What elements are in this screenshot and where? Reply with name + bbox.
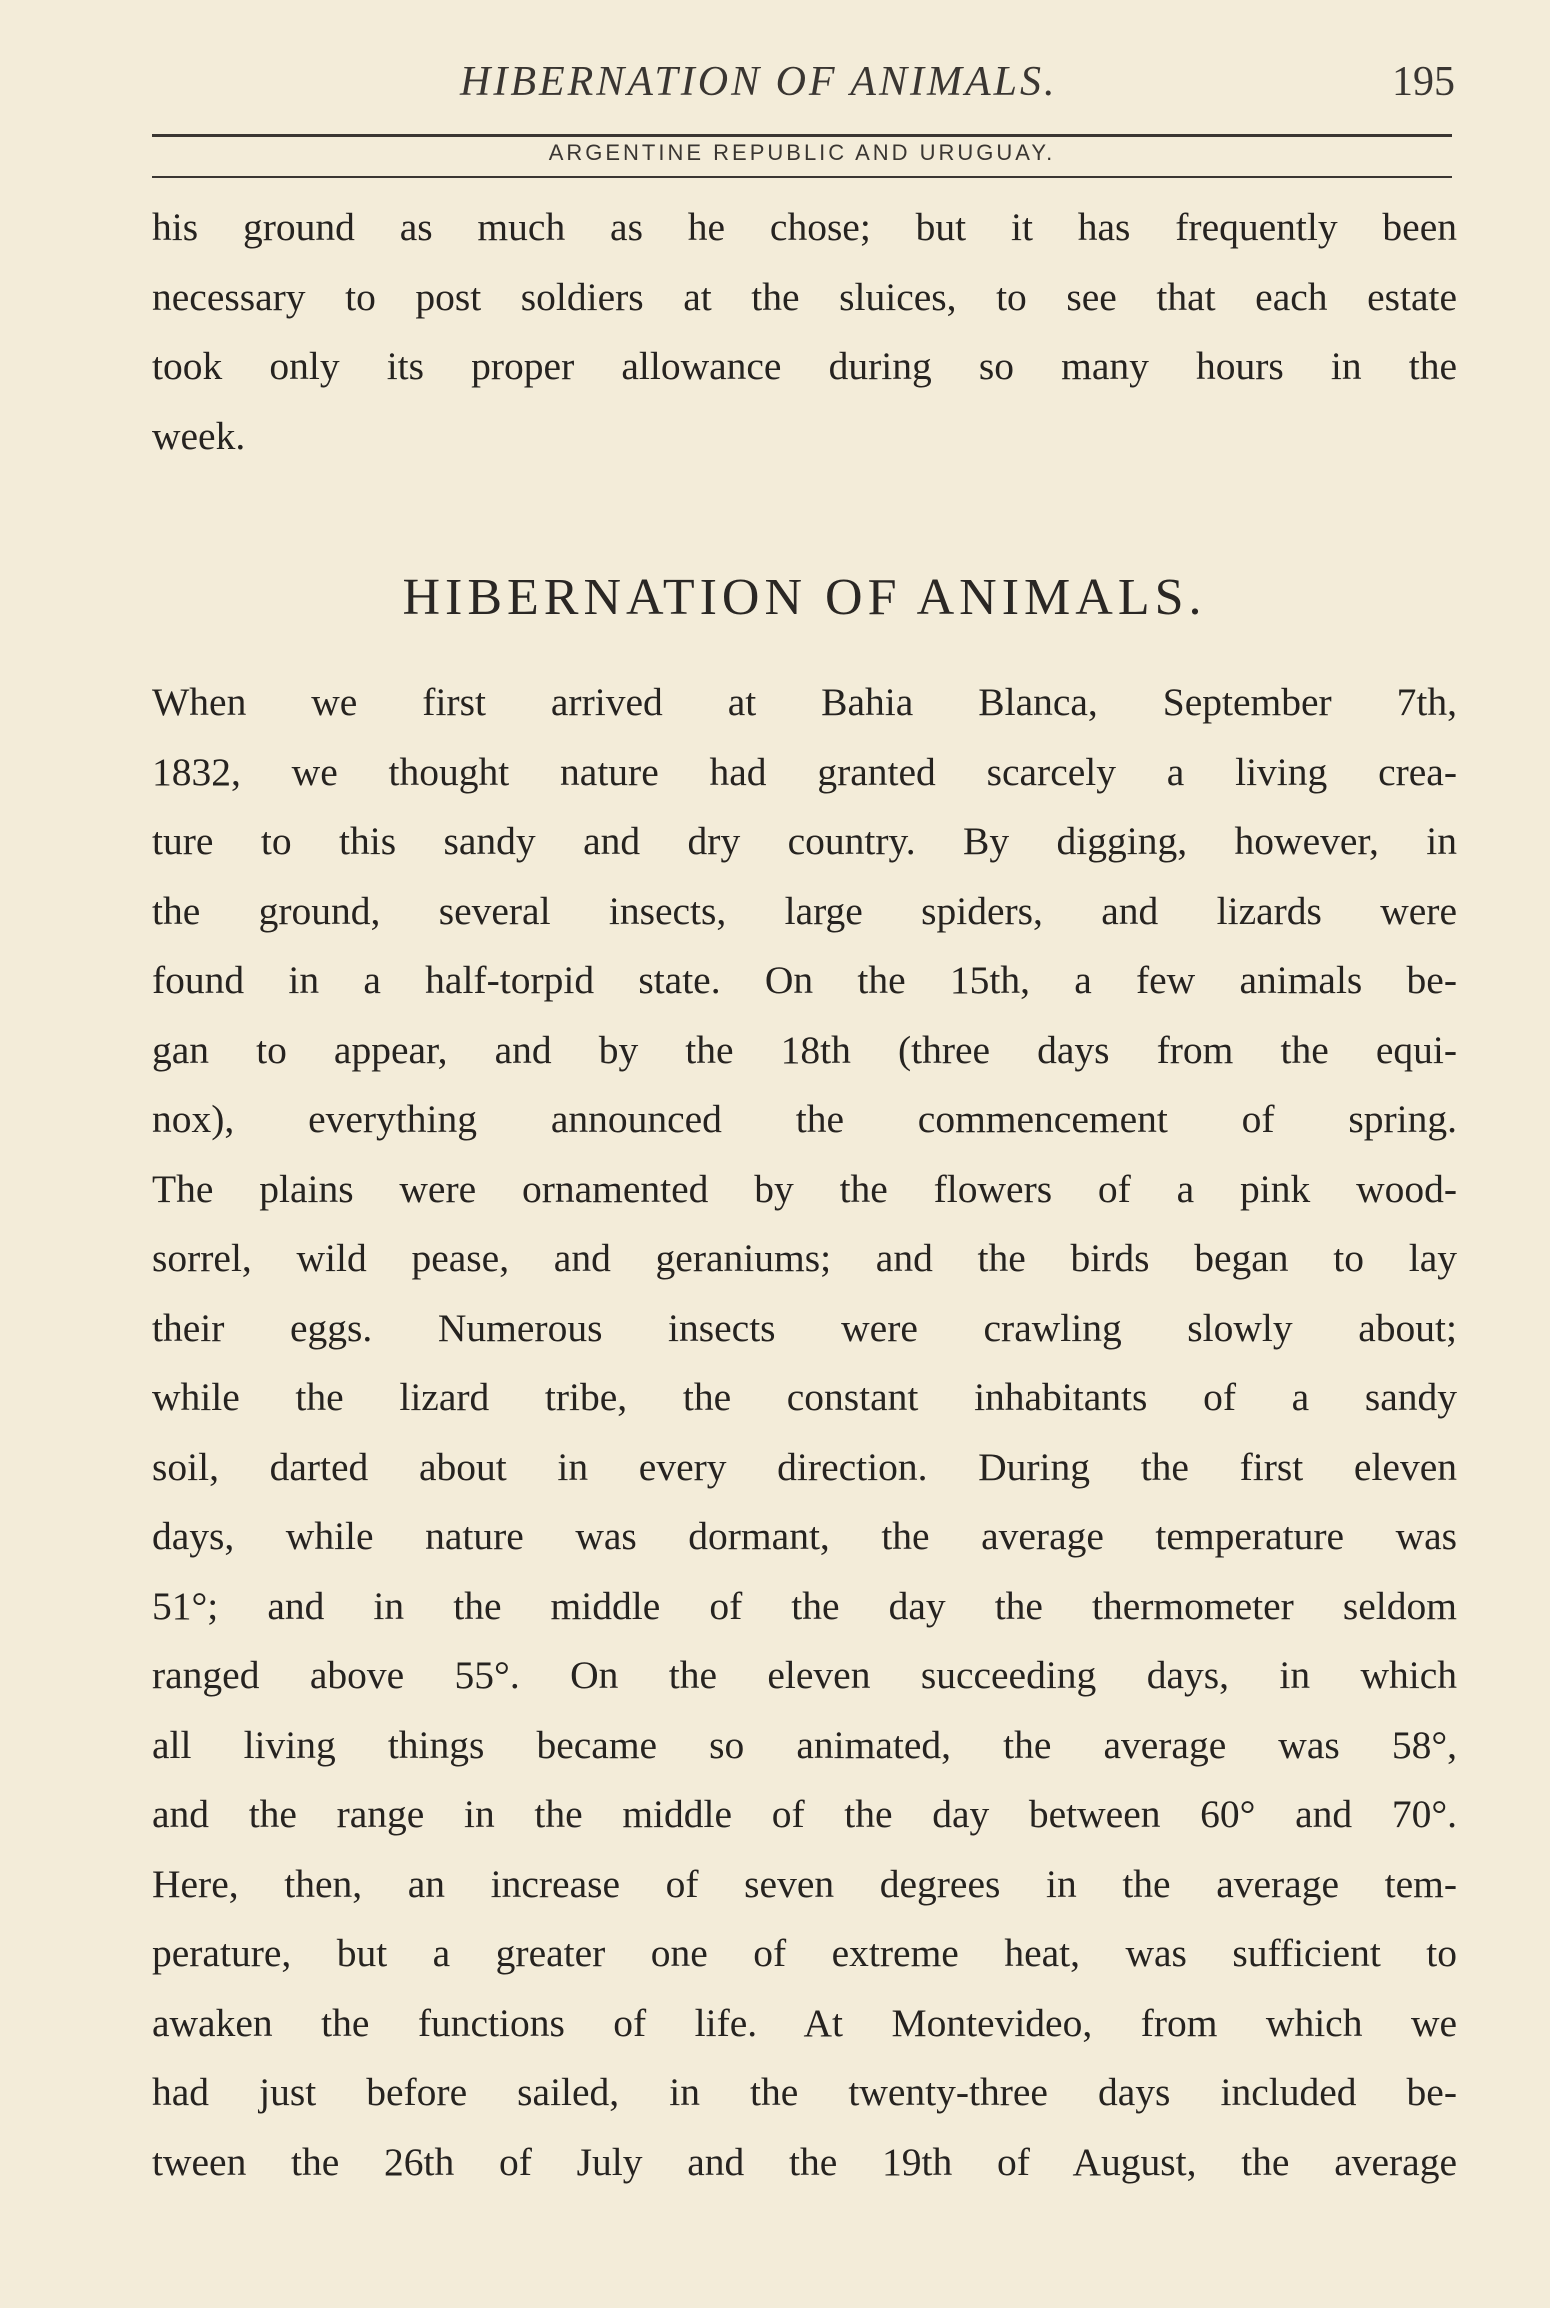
chapter-subheading: ARGENTINE REPUBLIC AND URUGUAY. <box>548 140 1056 165</box>
text-line: nox), everything announced the commencement of spring. <box>152 1097 1457 1141</box>
text-line: perature, but a greater one of extreme heat, was sufficient to <box>152 1931 1457 1975</box>
text-line: days, while nature was dormant, the average temperature was <box>152 1514 1457 1558</box>
text-line: the ground, several insects, large spiders, and lizards were <box>152 888 1457 933</box>
section-heading: HIBERNATION OF ANIMALS. <box>402 569 1207 626</box>
header-rule-bottom <box>152 176 1452 178</box>
section-paragraph <box>152 668 1457 2197</box>
text-line: while the lizard tribe, the constant inhabitants of a sandy <box>152 1375 1457 1419</box>
continuation-paragraph <box>152 193 1457 471</box>
page-number: 195 <box>1392 59 1455 105</box>
text-line: The plains were ornamented by the flowers of a pink wood- <box>152 1166 1457 1211</box>
text-line: took only its proper allowance during so many hours in the <box>152 344 1457 388</box>
text-line: When we first arrived at Bahia Blanca, September 7th, <box>152 680 1457 724</box>
text-line: had just before sailed, in the twenty-three days included be- <box>152 2070 1457 2114</box>
text-line: all living things became so animated, the average was 58°, <box>152 1722 1457 1767</box>
text-line: necessary to post soldiers at the sluices, to see that each estate <box>152 274 1457 319</box>
text-line: their eggs. Numerous insects were crawling slowly about; <box>152 1305 1457 1350</box>
text-line: week. <box>152 413 246 458</box>
running-title: HIBERNATION OF ANIMALS. <box>460 59 1058 105</box>
text-line: ranged above 55°. On the eleven succeeding days, in which <box>152 1653 1457 1697</box>
text-line: gan to appear, and by the 18th (three days from the equi- <box>152 1027 1457 1072</box>
text-line: 51°; and in the middle of the day the thermometer seldom <box>152 1583 1457 1628</box>
text-line: found in a half-torpid state. On the 15th, a few animals be- <box>152 958 1457 1002</box>
text-line: soil, darted about in every direction. During the first eleven <box>152 1444 1457 1489</box>
text-line: tween the 26th of July and the 19th of August, the average <box>152 2139 1457 2184</box>
text-line: sorrel, wild pease, and geraniums; and the birds began to lay <box>152 1236 1457 1280</box>
text-line: 1832, we thought nature had granted scarcely a living crea- <box>152 749 1457 794</box>
text-line: awaken the functions of life. At Montevideo, from which we <box>152 2000 1457 2045</box>
text-line: Here, then, an increase of seven degrees in the average tem- <box>152 1861 1457 1906</box>
header-rule-top <box>152 134 1452 137</box>
text-line: and the range in the middle of the day between 60° and 70°. <box>152 1792 1457 1836</box>
text-line: ture to this sandy and dry country. By digging, however, in <box>152 819 1457 863</box>
text-line: his ground as much as he chose; but it has frequently been <box>152 205 1457 249</box>
